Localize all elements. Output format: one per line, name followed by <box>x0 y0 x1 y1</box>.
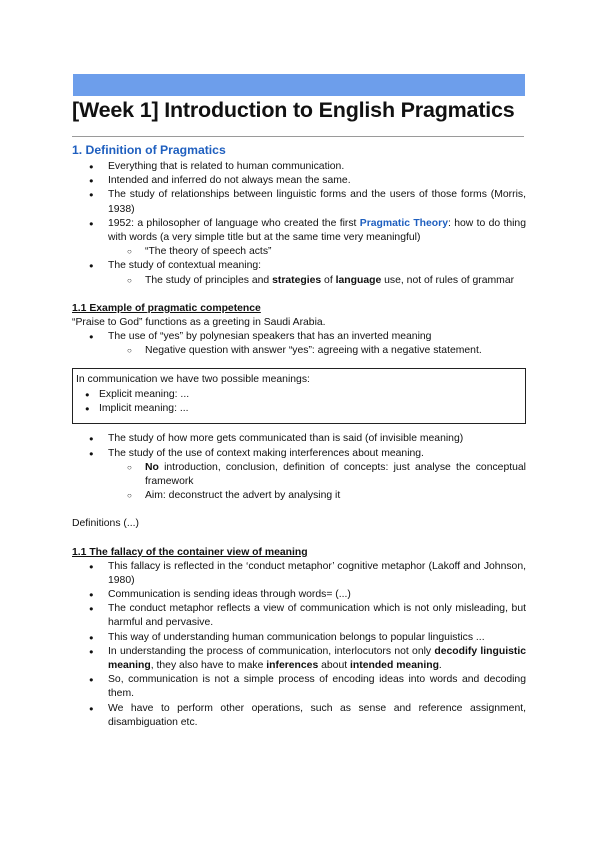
list-item: ● We have to perform other operations, such as sense and reference assignment, disambiguation etc. <box>72 702 526 730</box>
section-heading-definition: 1. Definition of Pragmatics <box>72 143 226 157</box>
definitions-note: Definitions (...) <box>72 518 139 530</box>
bold-term: inferences <box>266 660 319 672</box>
list-item: ● Intended and inferred do not always mean the same. <box>72 174 526 188</box>
sub-list-item <box>72 461 526 489</box>
list-item <box>72 447 526 504</box>
list-item: ● Communication is sending ideas through words= (...) <box>72 588 526 602</box>
list-item-text: . <box>438 660 442 672</box>
meanings-callout-box <box>72 368 526 424</box>
document-body <box>72 143 526 730</box>
list-item <box>72 330 526 358</box>
bold-term: language <box>335 274 382 286</box>
sub-list-text: use, not of rules of grammar <box>381 274 515 286</box>
bold-term: decodify linguistic meaning <box>108 645 526 672</box>
sub-list-item: ○ Aim: deconstruct the advert by analysing it <box>72 489 526 503</box>
sub-list <box>108 245 526 259</box>
section-heading-fallacy: 1.1 The fallacy of the container view of meaning <box>72 546 308 558</box>
list-item: ● This fallacy is reflected in the ‘conduct metaphor’ cognitive metaphor (Lakoff and Johnson, 1980) <box>72 560 526 588</box>
title-divider <box>72 136 524 137</box>
callout-list <box>76 388 521 416</box>
list-item-text: In understanding the process of communication, interlocutors not only <box>108 645 435 657</box>
callout-intro: In communication we have two possible meanings: <box>76 374 310 386</box>
list-item: ● The study of how more gets communicated than is said (of invisible meaning) <box>72 432 526 446</box>
sub-list <box>108 274 526 288</box>
sub-list-text: The study of principles and <box>145 274 273 286</box>
list-item: ● Implicit meaning: ... <box>76 402 521 416</box>
sub-list <box>108 461 526 504</box>
bold-term: No <box>145 461 159 473</box>
list-item-text: The use of “yes” by polynesian speakers that has an inverted meaning <box>108 331 432 343</box>
section-heading-competence: 1.1 Example of pragmatic competence <box>72 302 261 314</box>
list-item: ● The study of relationships between linguistic forms and the users of those forms (Morris, 1938) <box>72 188 526 216</box>
sub-list-item: ○ “The theory of speech acts” <box>72 245 526 259</box>
list-item-text: about <box>318 660 351 672</box>
sub-list-item <box>72 274 526 288</box>
list-item: ● The conduct metaphor reflects a view of communication which is not only misleading, but harmful and pervasive. <box>72 602 526 630</box>
list-item-text: The study of the use of context making interferences about meaning. <box>108 447 424 459</box>
sub-list-item: ○ Negative question with answer “yes”: agreeing with a negative statement. <box>72 344 526 358</box>
list-item-text: , they also have to make <box>150 660 267 672</box>
list-item <box>72 259 526 287</box>
pragmatic-theory-link[interactable]: Pragmatic Theory <box>359 217 448 229</box>
list-item-text: The study of contextual meaning: <box>108 260 262 272</box>
communication-list <box>72 432 526 503</box>
sub-list <box>108 344 526 358</box>
bold-term: intended meaning <box>350 660 439 672</box>
definition-list <box>72 160 526 288</box>
bold-term: strategies <box>272 274 322 286</box>
list-item: ● This way of understanding human communication belongs to popular linguistics ... <box>72 631 526 645</box>
list-item <box>72 217 526 260</box>
sub-list-text: of <box>321 274 336 286</box>
paragraph: “Praise to God” functions as a greeting in Saudi Arabia. <box>72 316 326 328</box>
competence-list <box>72 330 526 358</box>
list-item <box>72 645 526 673</box>
list-item-text: 1952: a philosopher of language who created the first <box>108 217 360 229</box>
list-item: ● Everything that is related to human communication. <box>72 160 526 174</box>
header-color-bar <box>73 74 525 96</box>
page-title: [Week 1] Introduction to English Pragmatics <box>72 98 515 122</box>
list-item: ● Explicit meaning: ... <box>76 388 521 402</box>
sub-list-text: introduction, conclusion, definition of concepts: just analyse the conceptual framework <box>145 461 526 488</box>
list-item: ● So, communication is not a simple process of encoding ideas into words and decoding them. <box>72 673 526 701</box>
list-item-text: : how to do thing with words (a very simple title but at the same time very meaningful) <box>108 217 526 244</box>
fallacy-list <box>72 560 526 730</box>
